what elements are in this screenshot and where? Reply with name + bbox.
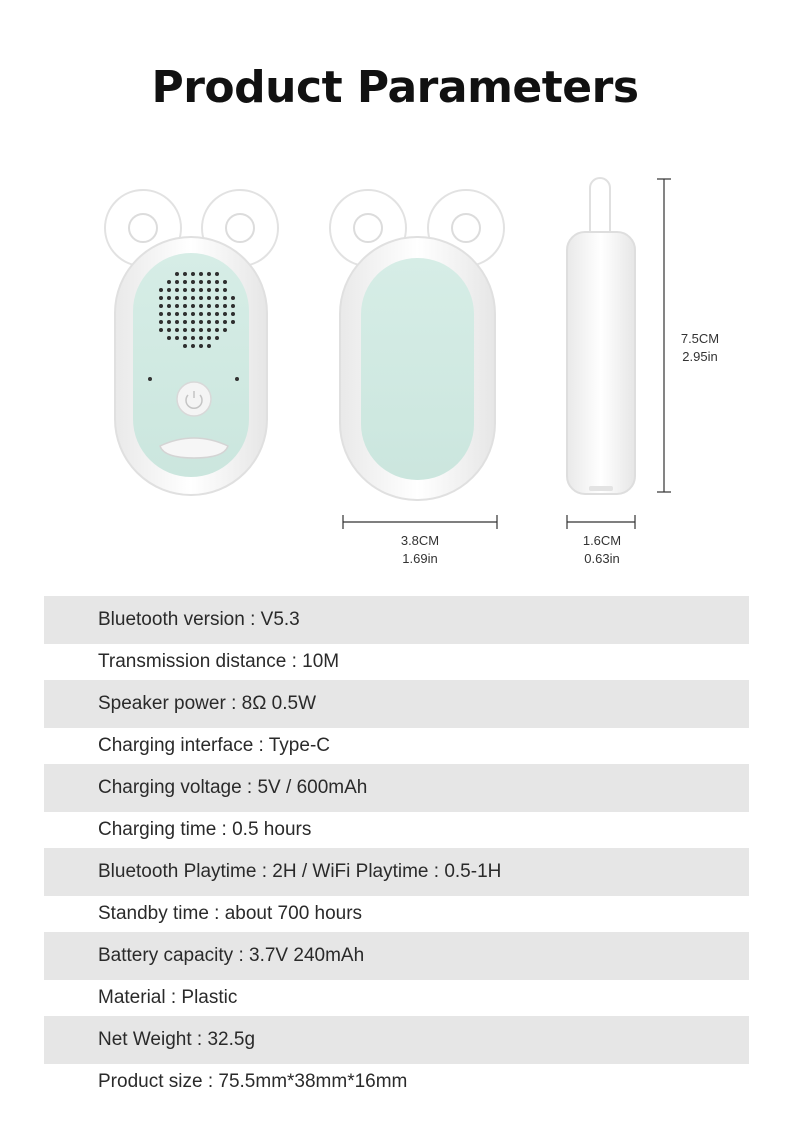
speaker-hole [199, 296, 203, 300]
speaker-hole [175, 280, 179, 284]
speaker-hole [207, 336, 211, 340]
speaker-hole [223, 328, 227, 332]
side-charging-port [589, 486, 613, 491]
speaker-hole [191, 336, 195, 340]
power-button[interactable] [177, 382, 211, 416]
speaker-hole [191, 288, 195, 292]
speaker-hole [231, 304, 235, 308]
speaker-hole [159, 288, 163, 292]
speaker-hole [207, 344, 211, 348]
spec-list [44, 596, 749, 1100]
spec-row: Bluetooth Playtime : 2H / WiFi Playtime : 0.5-1H [44, 848, 749, 896]
speaker-hole [167, 296, 171, 300]
speaker-hole [199, 344, 203, 348]
speaker-hole [183, 280, 187, 284]
speaker-hole [231, 296, 235, 300]
speaker-hole [199, 304, 203, 308]
speaker-hole [183, 344, 187, 348]
speaker-hole [215, 320, 219, 324]
speaker-hole [223, 296, 227, 300]
speaker-hole [167, 328, 171, 332]
speaker-hole [223, 304, 227, 308]
speaker-hole [175, 288, 179, 292]
speaker-hole [167, 320, 171, 324]
speaker-hole [167, 288, 171, 292]
speaker-hole [223, 288, 227, 292]
speaker-hole [167, 336, 171, 340]
speaker-hole [207, 272, 211, 276]
speaker-hole [183, 312, 187, 316]
speaker-hole [215, 280, 219, 284]
speaker-hole [183, 272, 187, 276]
spec-row: Product size : 75.5mm*38mm*16mm [98, 1071, 408, 1092]
spec-row: Charging interface : Type-C [98, 735, 330, 756]
speaker-hole [183, 320, 187, 324]
speaker-hole [215, 304, 219, 308]
speaker-hole [199, 272, 203, 276]
side-body [567, 232, 635, 494]
speaker-hole [191, 280, 195, 284]
spec-row: Standby time : about 700 hours [98, 903, 363, 924]
width-label: 3.8CM 1.69in [400, 533, 440, 566]
speaker-hole [175, 320, 179, 324]
speaker-hole [223, 280, 227, 284]
speaker-hole [191, 328, 195, 332]
spec-row: Bluetooth version : V5.3 [44, 596, 749, 644]
spec-row: Speaker power : 8Ω 0.5W [44, 680, 749, 728]
speaker-hole [159, 320, 163, 324]
speaker-hole [175, 336, 179, 340]
speaker-hole [159, 328, 163, 332]
speaker-hole [199, 288, 203, 292]
speaker-hole [183, 336, 187, 340]
speaker-hole [207, 288, 211, 292]
speaker-hole [183, 304, 187, 308]
speaker-hole [215, 296, 219, 300]
speaker-hole [191, 272, 195, 276]
spec-row: Net Weight : 32.5g [44, 1016, 749, 1064]
spec-row: Transmission distance : 10M [98, 651, 340, 672]
speaker-hole [175, 272, 179, 276]
speaker-hole [191, 304, 195, 308]
speaker-hole [175, 296, 179, 300]
speaker-hole [183, 328, 187, 332]
speaker-hole [175, 328, 179, 332]
indicator-dot-right [235, 377, 239, 381]
speaker-hole [207, 328, 211, 332]
speaker-hole [191, 296, 195, 300]
speaker-hole [207, 304, 211, 308]
speaker-hole [215, 328, 219, 332]
speaker-hole [231, 312, 235, 316]
speaker-hole [167, 304, 171, 308]
speaker-hole [183, 288, 187, 292]
speaker-hole [199, 320, 203, 324]
speaker-hole [215, 312, 219, 316]
back-face-panel [361, 258, 474, 480]
speaker-hole [207, 280, 211, 284]
speaker-hole [191, 320, 195, 324]
speaker-hole [223, 312, 227, 316]
speaker-hole [215, 272, 219, 276]
speaker-hole [191, 344, 195, 348]
speaker-hole [175, 304, 179, 308]
speaker-hole [199, 328, 203, 332]
speaker-hole [191, 312, 195, 316]
speaker-hole [159, 304, 163, 308]
speaker-hole [199, 280, 203, 284]
speaker-hole [167, 280, 171, 284]
spec-row: Battery capacity : 3.7V 240mAh [44, 932, 749, 980]
page-title: Product Parameters [151, 62, 639, 113]
speaker-hole [159, 296, 163, 300]
speaker-hole [167, 312, 171, 316]
speaker-hole [207, 296, 211, 300]
speaker-hole [199, 312, 203, 316]
speaker-hole [215, 336, 219, 340]
spec-row: Charging time : 0.5 hours [98, 819, 312, 840]
spec-row: Material : Plastic [98, 987, 238, 1008]
speaker-hole [199, 336, 203, 340]
speaker-hole [183, 296, 187, 300]
speaker-hole [231, 320, 235, 324]
speaker-hole [159, 312, 163, 316]
speaker-hole [207, 320, 211, 324]
speaker-hole [207, 312, 211, 316]
depth-label: 1.6CM 0.63in [582, 533, 622, 566]
spec-row: Charging voltage : 5V / 600mAh [44, 764, 749, 812]
speaker-hole [175, 312, 179, 316]
speaker-hole [215, 288, 219, 292]
indicator-dot-left [148, 377, 152, 381]
height-label: 7.5CM 2.95in [680, 331, 720, 364]
speaker-hole [223, 320, 227, 324]
